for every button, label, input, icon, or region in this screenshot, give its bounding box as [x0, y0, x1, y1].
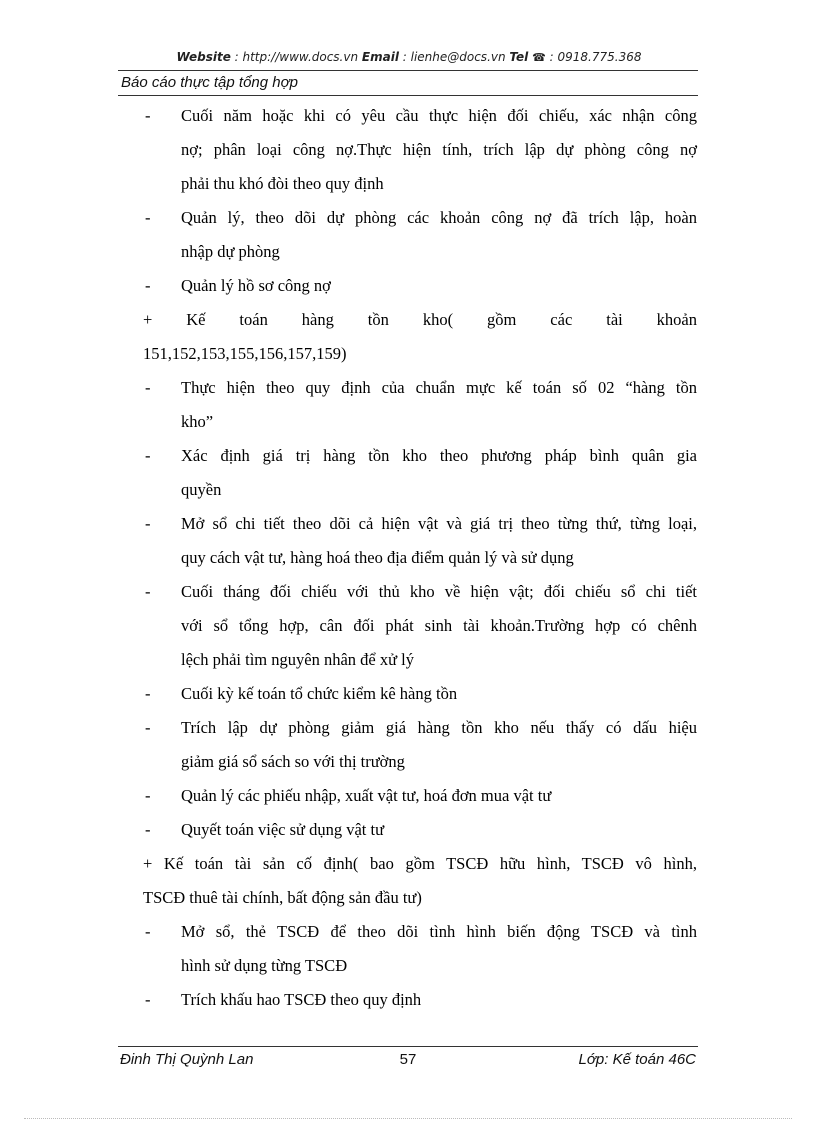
text-line: nợ; phân loại công nợ.Thực hiện tính, trích lập dự phòng công nợ — [181, 140, 697, 159]
header-rule-bottom — [118, 95, 698, 96]
page-footer — [118, 1051, 698, 1071]
text-line: - Quyết toán việc sử dụng vật tư — [143, 813, 697, 847]
footer-author: Đinh Thị Quỳnh Lan — [120, 1051, 254, 1068]
text-line: quyền — [181, 480, 222, 499]
text-line: kho” — [181, 412, 214, 431]
bullet-dash: - — [145, 378, 151, 397]
bullet-dash: - — [145, 446, 151, 465]
text-line: giảm giá sổ sách so với thị trường — [181, 752, 405, 771]
header-rule-top — [118, 70, 698, 71]
phone-icon: ☎ — [532, 51, 546, 64]
text-line: - Quản lý, theo dõi dự phòng các khoản công nợ đã trích lập, hoàn — [143, 201, 697, 235]
email-label: Email — [361, 50, 399, 64]
bullet-dash: - — [145, 106, 151, 125]
bullet-dash: - — [145, 820, 151, 839]
phone-number: : 0918.775.368 — [545, 50, 642, 64]
text-line: - Mở sổ chi tiết theo dõi cả hiện vật và giá trị theo từng thứ, từng loại, — [143, 507, 697, 541]
page-edge-divider — [24, 1118, 792, 1119]
email-address[interactable]: : lienhe@docs.vn — [398, 50, 510, 64]
text-line: - Quản lý hồ sơ công nợ — [143, 269, 697, 303]
bullet-dash: - — [145, 922, 151, 941]
document-title: Báo cáo thực tập tổng hợp — [121, 74, 299, 91]
text-line: - Trích lập dự phòng giảm giá hàng tồn kho nếu thấy có dấu hiệu — [143, 711, 697, 745]
text-line: hình sử dụng từng TSCĐ — [181, 956, 348, 975]
bullet-dash: - — [145, 718, 151, 737]
text-line: phải thu khó đòi theo quy định — [181, 174, 384, 193]
text-line: - Quản lý các phiếu nhập, xuất vật tư, hoá đơn mua vật tư — [143, 779, 697, 813]
text-line: - Cuối tháng đối chiếu với thủ kho về hiện vật; đối chiếu sổ chi tiết — [143, 575, 697, 609]
text-line: TSCĐ thuê tài chính, bất động sản đầu tư) — [143, 888, 422, 907]
text-line: lệch phải tìm nguyên nhân để xử lý — [181, 650, 415, 669]
text-line: 151,152,153,155,156,157,159) — [143, 344, 347, 363]
page-number: 57 — [399, 1051, 417, 1068]
body-text — [143, 99, 697, 1017]
website-label: Website — [176, 50, 231, 64]
bullet-dash: - — [145, 786, 151, 805]
bullet-dash: - — [145, 514, 151, 533]
text-line: - Cuối kỳ kế toán tổ chức kiểm kê hàng tồn — [143, 677, 697, 711]
text-line: + Kế toán tài sản cố định( bao gồm TSCĐ hữu hình, TSCĐ vô hình, — [143, 854, 697, 873]
bullet-dash: - — [145, 208, 151, 227]
bullet-dash: - — [145, 276, 151, 295]
bullet-dash: - — [145, 582, 151, 601]
bullet-dash: - — [145, 990, 151, 1009]
text-line: với sổ tổng hợp, cân đối phát sinh tài khoản.Trường hợp có chênh — [181, 616, 697, 635]
site-header — [120, 50, 698, 64]
text-line: - Thực hiện theo quy định của chuẩn mực kế toán số 02 “hàng tồn — [143, 371, 697, 405]
website-url[interactable]: : http://www.docs.vn — [230, 50, 362, 64]
text-line: nhập dự phòng — [181, 242, 280, 261]
footer-class: Lớp: Kế toán 46C — [578, 1051, 696, 1068]
text-line: quy cách vật tư, hàng hoá theo địa điểm quản lý và sử dụng — [181, 548, 574, 567]
text-line: - Xác định giá trị hàng tồn kho theo phương pháp bình quân gia — [143, 439, 697, 473]
text-line: + Kế toán hàng tồn kho( gồm các tài khoản — [143, 310, 697, 329]
footer-rule — [118, 1046, 698, 1047]
text-line: - Mở sổ, thẻ TSCĐ để theo dõi tình hình biến động TSCĐ và tình — [143, 915, 697, 949]
text-line: - Cuối năm hoặc khi có yêu cầu thực hiện đối chiếu, xác nhận công — [143, 99, 697, 133]
text-line: - Trích khấu hao TSCĐ theo quy định — [143, 983, 697, 1017]
bullet-dash: - — [145, 684, 151, 703]
tel-label: Tel — [509, 50, 529, 64]
